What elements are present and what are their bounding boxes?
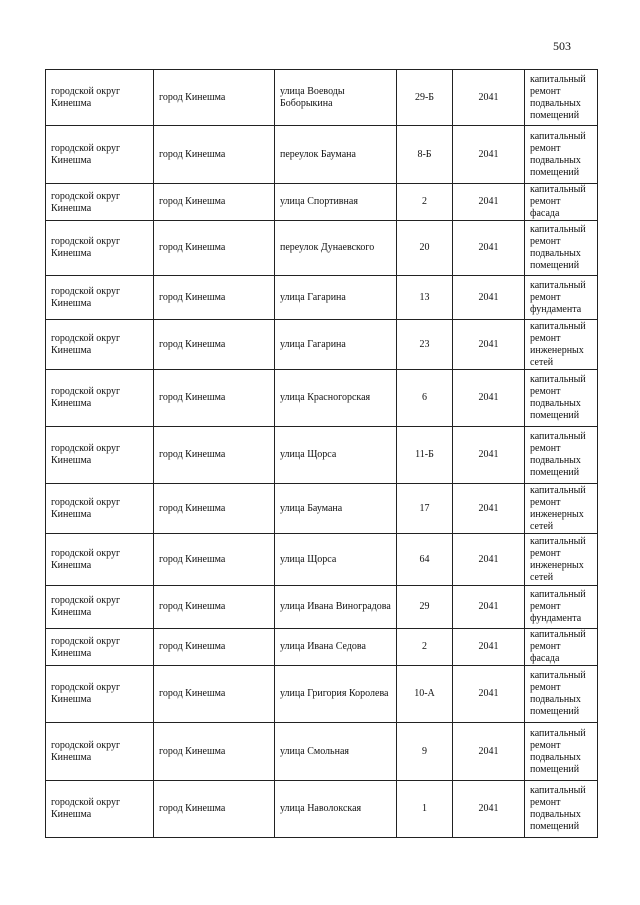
year-cell: 2041 [453, 370, 525, 427]
district-cell: городской округ Кинешма [46, 370, 154, 427]
locality-cell: город Кинешма [154, 221, 275, 276]
street-cell: улица Смольная [275, 723, 397, 781]
table-row [46, 781, 598, 838]
house-number-cell: 17 [397, 484, 453, 534]
street-cell: улица Ивана Виноградова [275, 586, 397, 629]
house-number-cell: 13 [397, 276, 453, 320]
locality-cell: город Кинешма [154, 70, 275, 126]
locality-cell: город Кинешма [154, 184, 275, 221]
repair-schedule-table [45, 69, 598, 838]
table-row [46, 723, 598, 781]
street-cell: переулок Дунаевского [275, 221, 397, 276]
year-cell: 2041 [453, 427, 525, 484]
house-number-cell: 9 [397, 723, 453, 781]
table-row [46, 276, 598, 320]
work-type-cell: капитальный ремонт подвальных помещений [525, 126, 598, 184]
house-number-cell: 29-Б [397, 70, 453, 126]
work-type-cell: капитальный ремонт инженерных сетей [525, 320, 598, 370]
street-cell: улица Григория Королева [275, 666, 397, 723]
street-cell: улица Красногорская [275, 370, 397, 427]
work-type-cell: капитальный ремонт подвальных помещений [525, 427, 598, 484]
year-cell: 2041 [453, 320, 525, 370]
district-cell: городской округ Кинешма [46, 586, 154, 629]
locality-cell: город Кинешма [154, 370, 275, 427]
year-cell: 2041 [453, 629, 525, 666]
work-type-cell: капитальный ремонт подвальных помещений [525, 370, 598, 427]
year-cell: 2041 [453, 666, 525, 723]
street-cell: улица Щорса [275, 427, 397, 484]
district-cell: городской округ Кинешма [46, 534, 154, 586]
locality-cell: город Кинешма [154, 484, 275, 534]
locality-cell: город Кинешма [154, 126, 275, 184]
district-cell: городской округ Кинешма [46, 320, 154, 370]
district-cell: городской округ Кинешма [46, 70, 154, 126]
house-number-cell: 29 [397, 586, 453, 629]
street-cell: улица Гагарина [275, 320, 397, 370]
work-type-cell: капитальный ремонт подвальных помещений [525, 221, 598, 276]
year-cell: 2041 [453, 126, 525, 184]
street-cell: улица Щорса [275, 534, 397, 586]
street-cell: улица Ивана Седова [275, 629, 397, 666]
table-row [46, 70, 598, 126]
district-cell: городской округ Кинешма [46, 276, 154, 320]
year-cell: 2041 [453, 70, 525, 126]
house-number-cell: 8-Б [397, 126, 453, 184]
work-type-cell: капитальный ремонт инженерных сетей [525, 534, 598, 586]
locality-cell: город Кинешма [154, 534, 275, 586]
table-row [46, 221, 598, 276]
house-number-cell: 11-Б [397, 427, 453, 484]
district-cell: городской округ Кинешма [46, 666, 154, 723]
street-cell: улица Воеводы Боборыкина [275, 70, 397, 126]
table-row [46, 629, 598, 666]
house-number-cell: 20 [397, 221, 453, 276]
year-cell: 2041 [453, 221, 525, 276]
district-cell: городской округ Кинешма [46, 221, 154, 276]
work-type-cell: капитальный ремонт подвальных помещений [525, 70, 598, 126]
street-cell: переулок Баумана [275, 126, 397, 184]
table-row [46, 534, 598, 586]
table-row [46, 484, 598, 534]
work-type-cell: капитальный ремонт фасада [525, 184, 598, 221]
table-row [46, 427, 598, 484]
locality-cell: город Кинешма [154, 427, 275, 484]
work-type-cell: капитальный ремонт фундамента [525, 276, 598, 320]
district-cell: городской округ Кинешма [46, 781, 154, 838]
work-type-cell: капитальный ремонт подвальных помещений [525, 723, 598, 781]
work-type-cell: капитальный ремонт инженерных сетей [525, 484, 598, 534]
street-cell: улица Спортивная [275, 184, 397, 221]
work-type-cell: капитальный ремонт фасада [525, 629, 598, 666]
street-cell: улица Наволокская [275, 781, 397, 838]
locality-cell: город Кинешма [154, 320, 275, 370]
table-row [46, 586, 598, 629]
locality-cell: город Кинешма [154, 629, 275, 666]
district-cell: городской округ Кинешма [46, 484, 154, 534]
house-number-cell: 23 [397, 320, 453, 370]
year-cell: 2041 [453, 781, 525, 838]
work-type-cell: капитальный ремонт подвальных помещений [525, 666, 598, 723]
locality-cell: город Кинешма [154, 781, 275, 838]
year-cell: 2041 [453, 276, 525, 320]
house-number-cell: 2 [397, 184, 453, 221]
table-row [46, 666, 598, 723]
district-cell: городской округ Кинешма [46, 184, 154, 221]
district-cell: городской округ Кинешма [46, 126, 154, 184]
locality-cell: город Кинешма [154, 723, 275, 781]
locality-cell: город Кинешма [154, 276, 275, 320]
house-number-cell: 6 [397, 370, 453, 427]
locality-cell: город Кинешма [154, 586, 275, 629]
house-number-cell: 1 [397, 781, 453, 838]
table-row [46, 370, 598, 427]
house-number-cell: 64 [397, 534, 453, 586]
district-cell: городской округ Кинешма [46, 629, 154, 666]
page-number: 503 [553, 39, 571, 53]
year-cell: 2041 [453, 586, 525, 629]
locality-cell: город Кинешма [154, 666, 275, 723]
house-number-cell: 2 [397, 629, 453, 666]
table-row [46, 320, 598, 370]
work-type-cell: капитальный ремонт фундамента [525, 586, 598, 629]
street-cell: улица Гагарина [275, 276, 397, 320]
table-row [46, 184, 598, 221]
street-cell: улица Баумана [275, 484, 397, 534]
district-cell: городской округ Кинешма [46, 427, 154, 484]
work-type-cell: капитальный ремонт подвальных помещений [525, 781, 598, 838]
year-cell: 2041 [453, 534, 525, 586]
district-cell: городской округ Кинешма [46, 723, 154, 781]
year-cell: 2041 [453, 723, 525, 781]
year-cell: 2041 [453, 184, 525, 221]
house-number-cell: 10-А [397, 666, 453, 723]
table-row [46, 126, 598, 184]
year-cell: 2041 [453, 484, 525, 534]
